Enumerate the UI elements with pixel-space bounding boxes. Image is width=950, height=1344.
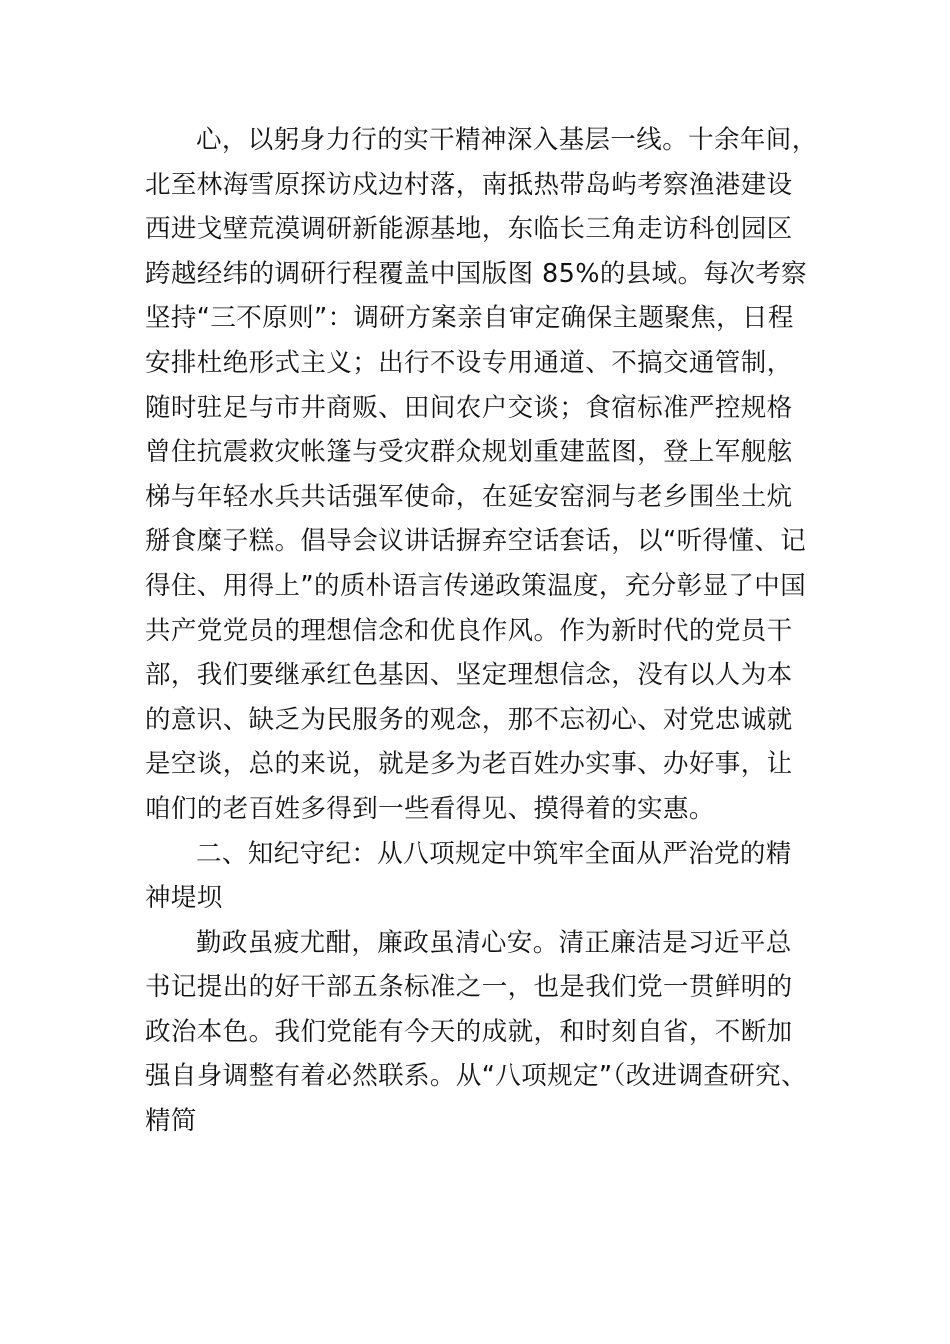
paragraph-line: 勤政虽疲尤酣，廉政虽清心安。清正廉洁是习近平总 bbox=[196, 927, 792, 958]
paragraph-line: 书记提出的好干部五条标准之一，也是我们党一贯鲜明的 bbox=[145, 972, 793, 1003]
paragraph-line: 强自身调整有着必然联系。从“八项规定”（改进调查研究、 bbox=[145, 1061, 807, 1092]
paragraph-line: 是空谈，总的来说，就是多为老百姓办实事、办好事，让 bbox=[145, 749, 793, 780]
paragraph-line: 掰食糜子糕。倡导会议讲话摒弃空话套话，以“听得懂、记 bbox=[145, 526, 807, 557]
paragraph-line: 咱们的老百姓多得到一些看得见、摸得着的实惠。 bbox=[145, 793, 715, 824]
paragraph-line: 共产党党员的理想信念和优良作风。作为新时代的党员干 bbox=[145, 615, 793, 646]
paragraph-line: 精简 bbox=[145, 1106, 197, 1137]
section-heading: 二、知纪守纪：从八项规定中筑牢全面从严治党的精 bbox=[196, 838, 792, 869]
paragraph-line: 政治本色。我们党能有今天的成就，和时刻自省，不断加 bbox=[145, 1016, 793, 1047]
paragraph-line: 部，我们要继承红色基因、坚定理想信念，没有以人为本 bbox=[145, 660, 793, 691]
paragraph-line: 北至林海雪原探访戍边村落，南抵热带岛屿考察渔港建设 bbox=[145, 169, 793, 200]
paragraph-line: 坚持“三不原则”：调研方案亲自审定确保主题聚焦，日程 bbox=[145, 303, 794, 334]
paragraph-line: 随时驻足与市井商贩、田间农户交谈；食宿标准严控规格 bbox=[145, 392, 793, 423]
document-body bbox=[145, 118, 835, 1144]
paragraph-line: 跨越经纬的调研行程覆盖中国版图 85%的县域。每次考察 bbox=[145, 258, 808, 289]
paragraph-line: 心，以躬身力行的实干精神深入基层一线。十余年间， bbox=[196, 125, 818, 155]
paragraph-line: 安排杜绝形式主义；出行不设专用通道、不搞交通管制， bbox=[145, 347, 793, 378]
section-heading-continued: 神堤坝 bbox=[145, 883, 223, 914]
paragraph-line: 西进戈壁荒漠调研新能源基地，东临长三角走访科创园区 bbox=[145, 214, 793, 245]
paragraph-line: 曾住抗震救灾帐篷与受灾群众规划重建蓝图，登上军舰舷 bbox=[145, 437, 793, 468]
paragraph-line: 梯与年轻水兵共话强军使命，在延安窑洞与老乡围坐土炕 bbox=[145, 481, 793, 512]
paragraph-line: 的意识、缺乏为民服务的观念，那不忘初心、对党忠诚就 bbox=[145, 704, 793, 735]
paragraph-line: 得住、用得上”的质朴语言传递政策温度，充分彰显了中国 bbox=[145, 570, 807, 601]
